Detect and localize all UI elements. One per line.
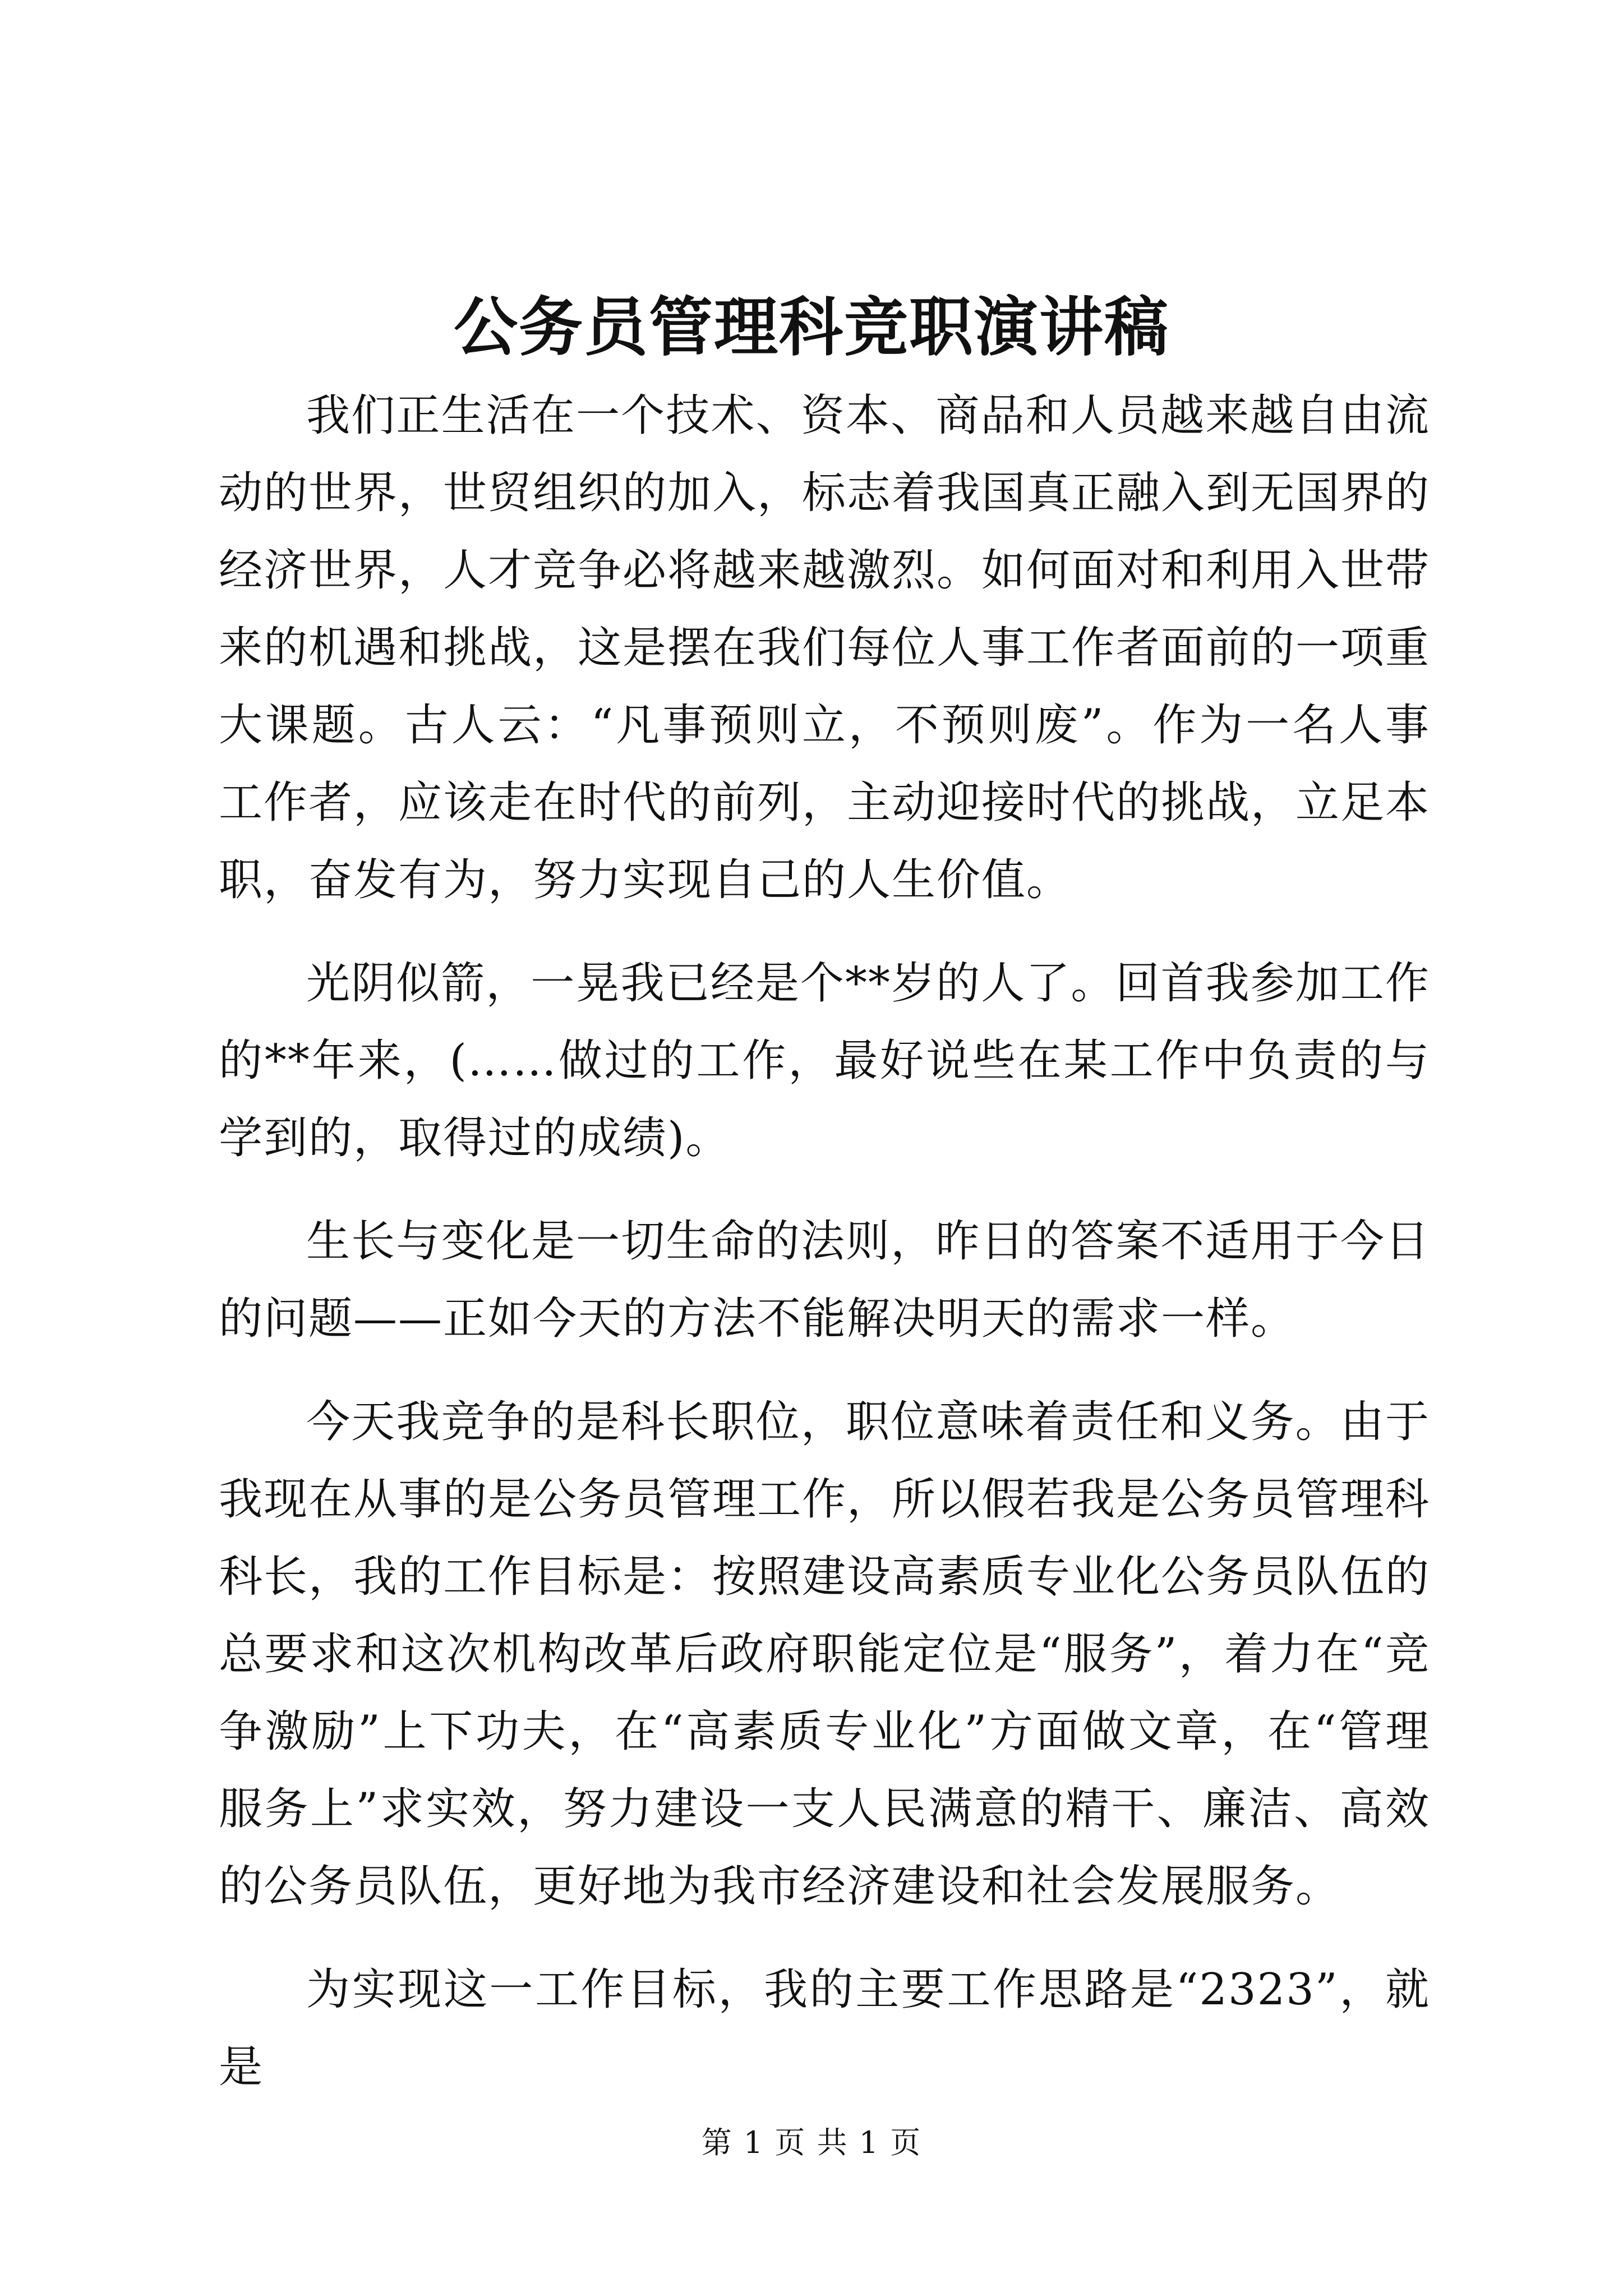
document-body [219,377,1430,2132]
paragraph-2: 光阴似箭，一晃我已经是个**岁的人了。回首我参加工作的**年来，(……做过的工作，最好说些在某工作中负责的与学到的，取得过的成绩)。 [219,958,1430,1163]
document-title: 公务员管理科竞职演讲稿 [453,289,1169,365]
page-footer: 第 1 页 共 1 页 [701,2125,922,2160]
paragraph-1: 我们正生活在一个技术、资本、商品和人员越来越自由流动的世界，世贸组织的加入，标志着我国真正融入到无国界的经济世界，人才竞争必将越来越激烈。如何面对和利用入世带来的机遇和挑战，这是摆在我们每位人事工作者面前的一项重大课题。古人云：“凡事预则立，不预则废”。作为一名人事工作者，应该走在时代的前列，主动迎接时代的挑战，立足本职，奋发有为，努力实现自己的人生价值。 [219,390,1431,905]
paragraph-5: 为实现这一工作目标，我的主要工作思路是“2323”，就是 [219,1964,1430,2092]
paragraph-3: 生长与变化是一切生命的法则，昨日的答案不适用于今日的问题——正如今天的方法不能解决明天的需求一样。 [219,1216,1430,1344]
paragraph-4: 今天我竞争的是科长职位，职位意味着责任和义务。由于我现在从事的是公务员管理工作，所以假若我是公务员管理科科长，我的工作目标是：按照建设高素质专业化公务员队伍的总要求和这次机构改革后政府职能定位是“服务”，着力在“竞争激励”上下功夫，在“高素质专业化”方面做文章，在“管理服务上”求实效，努力建设一支人民满意的精干、廉洁、高效的公务员队伍，更好地为我市经济建设和社会发展服务。 [219,1397,1431,1912]
